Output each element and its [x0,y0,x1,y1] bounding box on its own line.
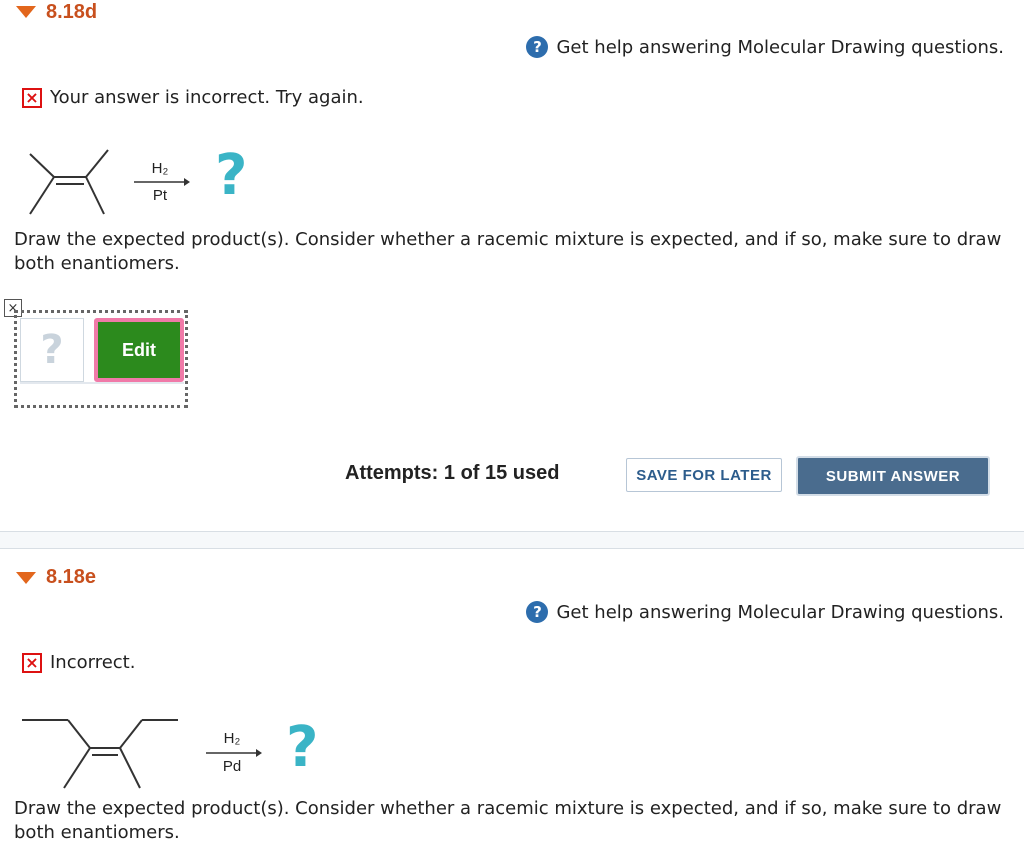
help-link[interactable] [526,601,1004,623]
submit-answer-button[interactable]: SUBMIT ANSWER [796,456,990,496]
help-link-label: Get help answering Molecular Drawing questions. [556,601,1004,623]
reactant-molecule [18,708,183,790]
section-divider [0,531,1024,549]
reaction-arrow [206,748,262,758]
product-question-mark: ? [215,143,248,208]
close-icon[interactable]: × [4,299,22,317]
reagent-top: H₂ [223,730,241,747]
help-icon: ? [526,601,548,623]
answer-status [22,652,135,673]
question-number[interactable]: 8.18d [46,1,98,23]
help-icon: ? [526,36,548,58]
collapse-triangle-icon[interactable] [16,572,36,584]
status-text: Your answer is incorrect. Try again. [50,87,364,108]
help-link-label: Get help answering Molecular Drawing questions. [556,36,1004,58]
edit-button[interactable]: Edit [94,318,184,382]
preview-divider [20,382,184,384]
reaction-arrow [134,177,190,187]
attempts-counter: Attempts: 1 of 15 used [345,462,560,484]
question-prompt: Draw the expected product(s). Consider whether a racemic mixture is expected, and if so, make sure to draw both enantiomers. [14,229,1002,274]
question-prompt: Draw the expected product(s). Consider whether a racemic mixture is expected, and if so, make sure to draw both enantiomers. [14,798,1002,843]
reagent-bottom: Pt [152,187,168,204]
reagent-top: H₂ [151,160,169,177]
collapse-triangle-icon[interactable] [16,6,36,18]
status-text: Incorrect. [50,652,136,673]
incorrect-icon: × [22,88,42,108]
reagent-bottom: Pd [222,758,242,775]
structure-preview: ? [20,318,84,382]
product-question-mark: ? [286,715,319,780]
incorrect-icon: × [22,653,42,673]
answer-status [22,87,364,108]
question-number[interactable]: 8.18e [46,566,97,588]
help-link[interactable] [526,36,1004,58]
save-for-later-button[interactable]: SAVE FOR LATER [626,458,782,492]
reactant-molecule [22,140,112,220]
